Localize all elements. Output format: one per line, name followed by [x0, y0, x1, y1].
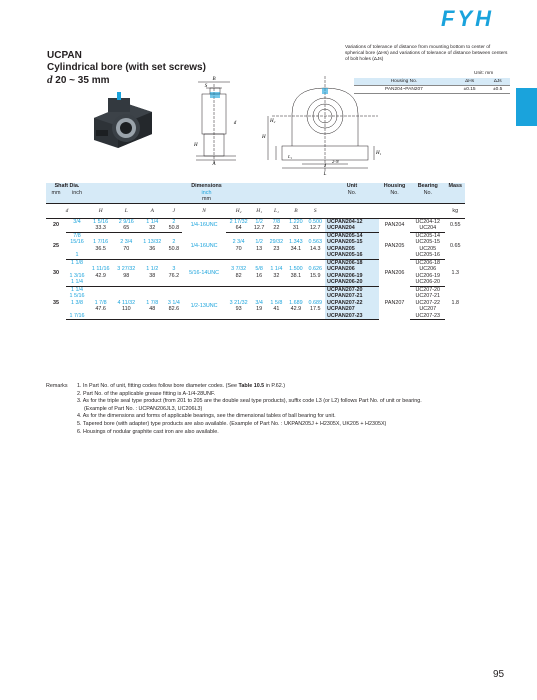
table-row: 1 7/16 UCPAN207-23 UC207-23 — [46, 313, 465, 320]
table-row: 35 1 1/4 UCPAN207-20 PAN207 UC207-20 1.8 — [53, 286, 459, 306]
svg-text:H₁: H₁ — [376, 151, 382, 156]
dimension-table: Shaft Dia. Dimensions Unit Housing Bearing Mass mm inch inch No. No. No. mm d H L A J N H₂ H₁ L₁ B S kg 20 3/4 1 5/16 2 9/16 1 1/4 2 1/4-16UNC 2 17/32 1/2 7/8 1.220 0.500 UCPAN204-12 PAN204 UC204-12 0.55 33.3 65 32 50.8 64 12.7 22 31 12.7 UCPAN204 UC204 25 7/8 UCPAN205-14 PAN205 UC205-14 0.65 15/16 1 7/16 2 3/4 1 13/32 2 1/4-16UNC 2 3/4 1/2 29/32 1.343 0.563 UCPAN205-15 UC205-15 36.5 70 36 50.8 70 13 23 34.1 14.3 UCPAN205 UC205 1 UCPAN205-16 UC205-16 30 1 1/8 UCPAN206-18 PAN206 UC206-18 1.3 1 11/16 3 27/32 1 1/2 3 5/16-14UNC 3 7/32 5/8 1 1/4 1.500 0.626 UCPAN206 UC206 1 3/16 42.9 98 38 76.2 82 16 32 38.1 15.9 UCPAN206-19 UC206-19 1 1/4 UCPAN206-20 UC206-20 35 1 1/4 UCPAN207-20 PAN207 UC207-20 1.8 1 5/16 UCPAN207-21 UC207-21 1 3/8 1 7/8 4 11/32 1 7/8 3 1/4 1/2-13UNC 3 21/32 3/4 1 5/8 1.689 0.689 UCPAN207-22 UC207-22 47.6 110 48 82.6 93 19 41 42.9 17.5 UCPAN207 UC207 1 7/16 UCPAN207-23 UC207-23 — [46, 183, 465, 320]
table-row: 30 1 1/8 UCPAN206-18 PAN206 UC206-18 1.3 — [53, 259, 459, 276]
remark-3-example: (Example of Part No. : UCPAN206JL3, UC206L3) — [84, 405, 203, 412]
side-view-drawing — [192, 74, 242, 166]
svg-text:d: d — [233, 121, 237, 126]
svg-text:2-N: 2-N — [332, 159, 339, 164]
remark-4: 4. As for the dimensions and forms of applicable bearings, see the dimensional tables of ball bearing for unit. — [77, 413, 336, 420]
fyh-logo: FYH — [441, 6, 494, 31]
table-row: 1 1/4 UCPAN206-20 UC206-20 — [46, 279, 465, 286]
svg-text:S: S — [204, 84, 208, 89]
table-row: 25 7/8 UCPAN205-14 PAN205 UC205-14 0.65 — [53, 232, 461, 249]
table-row: 1 3/8 1 7/8 4 11/32 1 7/8 3 1/4 1/2-13UNC 3 21/32 3/4 1 5/8 1.689 0.689 UCPAN207-22 UC207-22 — [71, 299, 441, 309]
table-row: 33.3 65 32 50.8 64 12.7 22 31 12.7 UCPAN204 UC204 — [46, 225, 465, 232]
svg-text:B: B — [212, 77, 216, 82]
table-row: 1 3/16 42.9 98 38 76.2 82 16 32 38.1 15.9 UCPAN206-19 UC206-19 — [69, 272, 441, 279]
remark-1: 1. In Part No. of unit, fitting codes follow bore diameter codes. (See Table 10.5 in P.62.) — [77, 383, 286, 389]
svg-text:J: J — [323, 164, 327, 169]
tolerance-unit: Unit: mm — [474, 71, 494, 76]
table-row: 1 11/16 3 27/32 1 1/2 3 5/16-14UNC 3 7/32 5/8 1 1/4 1.500 0.626 UCPAN206 UC206 — [91, 266, 437, 276]
tolerance-note: Variations of tolerance of distance from mounting bottom to center of spherical bore (ΔHs) and variations of tolerance of distance between centers of bolt holes (ΔJs) — [345, 45, 508, 62]
remark-2: 2. Part No. of the applicable grease fitting is A-1/4-28UNF. — [77, 390, 216, 397]
svg-text:H₂: H₂ — [270, 119, 276, 124]
table-row: 1 UCPAN205-16 UC205-16 — [46, 252, 465, 259]
svg-text:H: H — [262, 135, 266, 140]
table-row: 47.6 110 48 82.6 93 19 41 42.9 17.5 UCPAN207 UC207 — [95, 306, 437, 313]
svg-text:A: A — [212, 162, 216, 166]
svg-text:L₁: L₁ — [288, 154, 293, 159]
table-row: 15/16 1 7/16 2 3/4 1 13/32 2 1/4-16UNC 2 3/4 1/2 29/32 1.343 0.563 UCPAN205-15 UC205-15 — [70, 239, 441, 249]
product-code: UCPAN — [47, 50, 82, 61]
table-row: 36.5 70 36 50.8 70 13 23 34.1 14.3 UCPAN205 UC205 — [95, 245, 437, 252]
remark-6: 6. Housings of nodular graphite cast iron are also available. — [77, 428, 219, 435]
remark-3: 3. As for the triple seal type product (from 201 to 205 are the double seal type products), suffix code L3 (or L2) follows Part No. of unit or bearing. — [77, 398, 422, 405]
remark-5: 5. Tapered bore (with adapter) type products are also available. (Example of Part No. : UKPAN205J + H2305X, UK205 + H2305X) — [77, 420, 387, 427]
table-row: 20 3/4 1 5/16 2 9/16 1 1/4 2 1/4-16UNC 2 17/32 1/2 7/8 1.220 0.500 UCPAN204-12 PAN204 UC204-12 0.55 — [53, 218, 461, 229]
section-tab — [516, 88, 537, 126]
table-row: 1 5/16 UCPAN207-21 UC207-21 — [69, 293, 441, 300]
pillow-block-image — [88, 90, 156, 152]
svg-text:H: H — [194, 143, 198, 148]
svg-text:L: L — [323, 172, 327, 176]
product-subtitle: Cylindrical bore (with set screws) — [47, 62, 206, 73]
bore-range: d 20 ~ 35 mm — [47, 74, 110, 86]
page-number: 95 — [493, 669, 505, 680]
tolerance-table: Housing No. ΔHs ΔJs PAN204~PAN207 ±0.15 ±0.5 — [354, 78, 510, 94]
front-view-drawing — [262, 74, 388, 176]
